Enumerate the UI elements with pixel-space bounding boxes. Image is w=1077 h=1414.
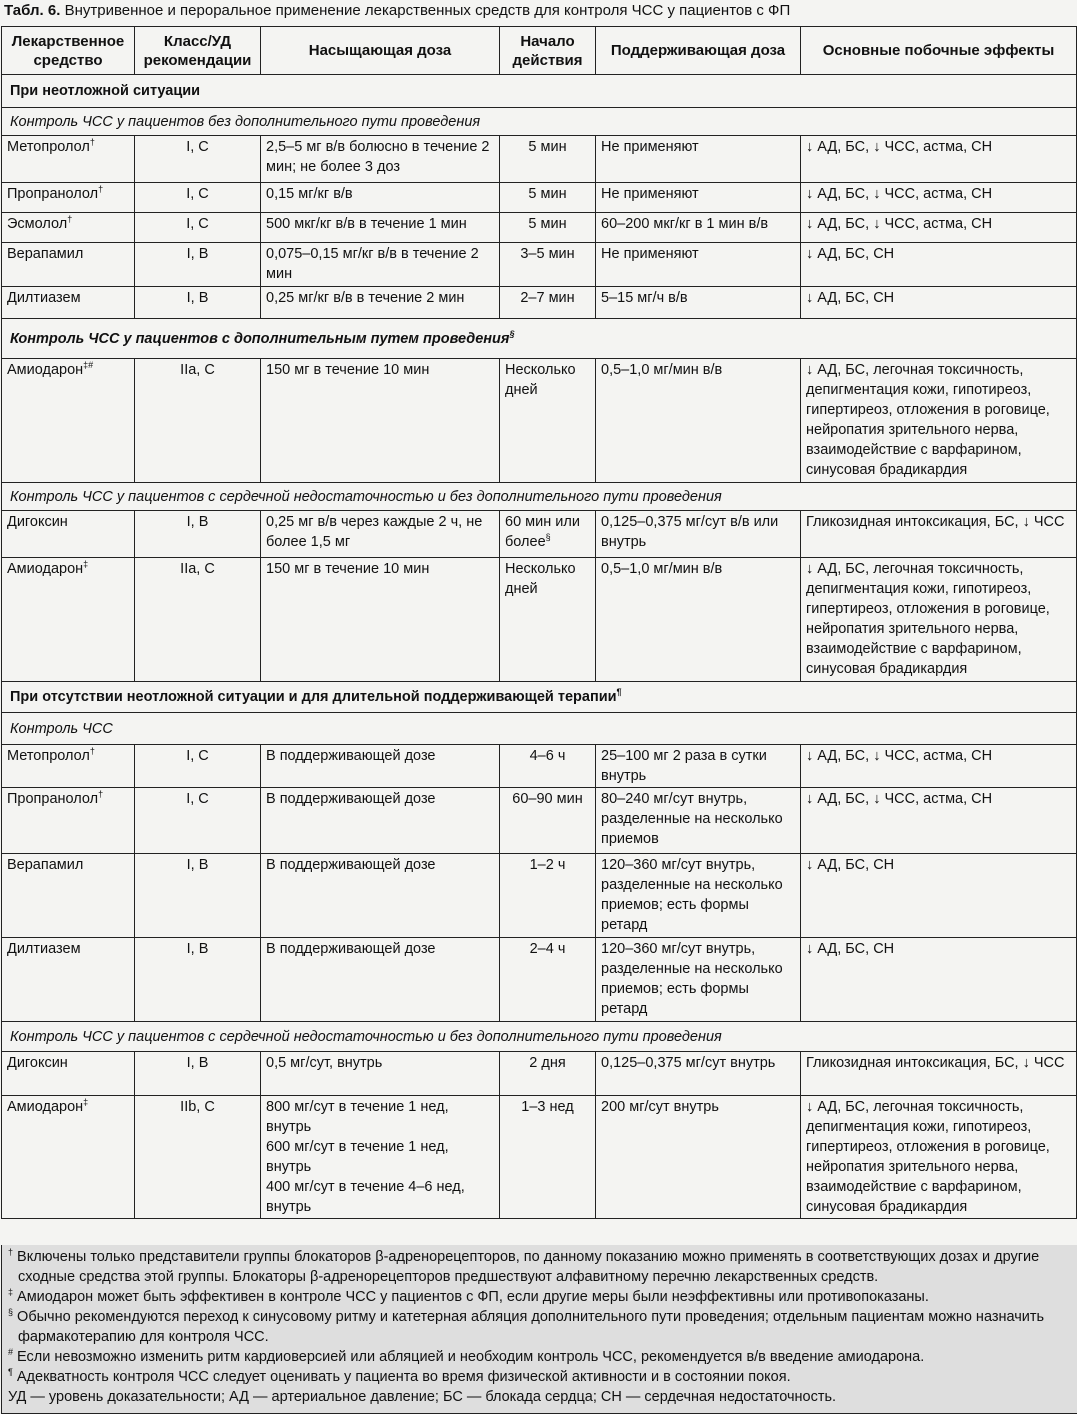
cell-drug [2, 788, 135, 854]
cell-side-effects: ↓ АД, БС, легочная токсичность, депигментация кожи, гипотиреоз, гипертиреоз, отложения в роговице, нейропатия зрительного нерва, взаимодействие с варфарином, синусовая брадикардия [801, 1096, 1077, 1219]
footnote-mark: † [98, 184, 104, 195]
cell-drug [2, 136, 135, 183]
cell-side-effects: ↓ АД, БС, легочная токсичность, депигментация кожи, гипотиреоз, гипертиреоз, отложения в роговице, нейропатия зрительного нерва, взаимодействие с варфарином, синусовая брадикардия [801, 558, 1077, 682]
col-header-side-effects: Основные побочные эффекты [801, 27, 1077, 75]
drug-name: Дигоксин [7, 1055, 68, 1071]
table-row [2, 511, 1077, 558]
drug-name: Метопролол [7, 748, 90, 764]
section-chronic [2, 682, 1077, 713]
cell-loading-dose: В поддерживающей дозе [261, 854, 500, 938]
table-row [2, 213, 1077, 243]
cell-drug [2, 854, 135, 938]
cell-class: I, B [135, 511, 261, 558]
col-header-drug: Лекарственное средство [2, 27, 135, 75]
caption-label: Табл. 6. [4, 2, 61, 19]
footnote-mark: † [67, 214, 73, 225]
cell-onset: 3–5 мин [500, 243, 596, 287]
cell-maintenance-dose: 0,125–0,375 мг/сут в/в или внутрь [596, 511, 801, 558]
footnote [8, 1367, 1071, 1387]
footnote-mark: ‡ [83, 559, 89, 570]
cell-onset: Несколько дней [500, 359, 596, 483]
drug-name: Дигоксин [7, 514, 68, 530]
footnote-mark: § [8, 1307, 14, 1318]
cell-loading-dose: 0,075–0,15 мг/кг в/в в течение 2 мин [261, 243, 500, 287]
drug-name: Эсмолол [7, 216, 68, 232]
cell-drug [2, 558, 135, 682]
table-row [2, 938, 1077, 1022]
cell-loading-dose: В поддерживающей дозе [261, 745, 500, 788]
subsection-chronic-2: Контроль ЧСС у пациентов с сердечной недостаточностью и без дополнительного пути проведения [2, 1022, 1077, 1052]
footnote-mark: § [545, 532, 551, 543]
cell-class: I, B [135, 243, 261, 287]
footnote-mark: # [8, 1347, 14, 1358]
footnote-mark: ‡ [83, 1097, 89, 1108]
footnote [8, 1247, 1071, 1287]
drug-name: Амиодарон [7, 1099, 84, 1115]
cell-onset: 1–2 ч [500, 854, 596, 938]
table-caption [4, 0, 1074, 26]
footnote-mark: ‡ [8, 1287, 14, 1298]
cell-side-effects: ↓ АД, БС, СН [801, 938, 1077, 1022]
cell-drug [2, 213, 135, 243]
col-header-onset: Начало действия [500, 27, 596, 75]
cell-side-effects: ↓ АД, БС, СН [801, 854, 1077, 938]
cell-drug [2, 287, 135, 319]
table-row [2, 854, 1077, 938]
subsection-urgent-1: Контроль ЧСС у пациентов без дополнительного пути проведения [2, 108, 1077, 136]
table-row [2, 1052, 1077, 1096]
cell-class: IIb, C [135, 1096, 261, 1219]
dosage-table [1, 26, 1077, 1219]
subsection-urgent-3: Контроль ЧСС у пациентов с сердечной недостаточностью и без дополнительного пути проведения [2, 483, 1077, 511]
cell-maintenance-dose: 120–360 мг/сут внутрь, разделенные на несколько приемов; есть формы ретард [596, 938, 801, 1022]
cell-side-effects: ↓ АД, БС, ↓ ЧСС, астма, СН [801, 213, 1077, 243]
cell-onset: 2–4 ч [500, 938, 596, 1022]
drug-name: Дилтиазем [7, 941, 81, 957]
cell-class: IIa, C [135, 558, 261, 682]
cell-drug [2, 243, 135, 287]
drug-name: Верапамил [7, 246, 84, 262]
cell-loading-dose: В поддерживающей дозе [261, 938, 500, 1022]
table-row [2, 243, 1077, 287]
footnote-mark: ¶ [616, 687, 622, 698]
subsection-row [2, 1022, 1077, 1052]
table-row [2, 136, 1077, 183]
cell-onset: 1–3 нед [500, 1096, 596, 1219]
cell-maintenance-dose: 200 мг/сут внутрь [596, 1096, 801, 1219]
footnote [8, 1307, 1071, 1347]
cell-maintenance-dose: Не применяют [596, 243, 801, 287]
footnote [8, 1287, 1071, 1307]
cell-loading-dose: 150 мг в течение 10 мин [261, 558, 500, 682]
dose-line: 600 мг/сут в течение 1 нед, внутрь [266, 1139, 449, 1175]
table-row [2, 745, 1077, 788]
subsection-row [2, 483, 1077, 511]
footnote-mark: § [509, 328, 515, 339]
col-header-class: Класс/УД рекомендации [135, 27, 261, 75]
cell-onset: Несколько дней [500, 558, 596, 682]
section-chronic-text: При отсутствии неотложной ситуации и для длительной поддерживающей терапии [10, 689, 617, 705]
cell-class: I, B [135, 1052, 261, 1096]
cell-class: I, B [135, 854, 261, 938]
cell-drug [2, 183, 135, 213]
cell-side-effects: Гликозидная интоксикация, БС, ↓ ЧСС [801, 511, 1077, 558]
subsection-urgent-2 [2, 319, 1077, 359]
cell-loading-dose [261, 1096, 500, 1219]
cell-onset: 60–90 мин [500, 788, 596, 854]
footnotes [1, 1245, 1077, 1414]
subsection-row [2, 108, 1077, 136]
footnote-text: Обычно рекомендуются переход к синусовому ритму и катетерная абляция дополнительного пути проведения; отдельным пациентам можно назначить фармакотерапию для контроля ЧСС. [13, 1309, 1045, 1345]
cell-class: I, C [135, 136, 261, 183]
cell-side-effects: Гликозидная интоксикация, БС, ↓ ЧСС [801, 1052, 1077, 1096]
caption-text: Внутривенное и пероральное применение лекарственных средств для контроля ЧСС у пациентов с ФП [60, 2, 791, 19]
footnote-text: Включены только представители группы блокаторов β-адренорецепторов, по данному показанию можно применять в соответствующих дозах и другие сходные средства этой группы. Блокаторы β-адренорецепторов предшествуют алфавитному перечню лекарственных средств. [13, 1249, 1040, 1285]
drug-name: Пропранолол [7, 186, 99, 202]
table-row [2, 287, 1077, 319]
cell-maintenance-dose: 5–15 мг/ч в/в [596, 287, 801, 319]
subsection-row [2, 713, 1077, 745]
cell-loading-dose: 500 мкг/кг в/в в течение 1 мин [261, 213, 500, 243]
drug-name: Верапамил [7, 857, 84, 873]
footnote-mark: ¶ [8, 1367, 13, 1378]
drug-name: Амиодарон [7, 362, 84, 378]
cell-maintenance-dose: 60–200 мкг/кг в 1 мин в/в [596, 213, 801, 243]
table-row [2, 183, 1077, 213]
cell-drug [2, 938, 135, 1022]
onset-value: 60 мин или более [505, 514, 580, 550]
cell-maintenance-dose: 25–100 мг 2 раза в сутки внутрь [596, 745, 801, 788]
cell-onset: 5 мин [500, 136, 596, 183]
footnote-mark: † [89, 137, 95, 148]
footnote-text: Адекватность контроля ЧСС следует оценивать у пациента во время физической активности и в состоянии покоя. [12, 1369, 791, 1385]
abbreviations: УД — уровень доказательности; АД — артериальное давление; БС — блокада сердца; СН — сердечная недостаточность. [8, 1389, 837, 1405]
cell-maintenance-dose: 0,5–1,0 мг/мин в/в [596, 359, 801, 483]
col-header-maintenance-dose: Поддерживающая доза [596, 27, 801, 75]
drug-name: Метопролол [7, 139, 90, 155]
footnote-text: Амиодарон может быть эффективен в контроле ЧСС у пациентов с ФП, если другие меры были неэффективны или противопоказаны. [13, 1289, 929, 1305]
cell-onset: 5 мин [500, 213, 596, 243]
cell-drug [2, 1096, 135, 1219]
dose-line: 400 мг/сут в течение 4–6 нед, внутрь [266, 1179, 465, 1215]
cell-maintenance-dose: 0,5–1,0 мг/мин в/в [596, 558, 801, 682]
cell-class: I, C [135, 213, 261, 243]
cell-loading-dose: 0,25 мг/кг в/в в течение 2 мин [261, 287, 500, 319]
section-row [2, 75, 1077, 108]
header-row [2, 27, 1077, 75]
cell-loading-dose: 2,5–5 мг в/в болюсно в течение 2 мин; не более 3 доз [261, 136, 500, 183]
cell-class: I, B [135, 287, 261, 319]
section-urgent: При неотложной ситуации [2, 75, 1077, 108]
cell-loading-dose: В поддерживающей дозе [261, 788, 500, 854]
cell-drug [2, 1052, 135, 1096]
drug-name: Дилтиазем [7, 290, 81, 306]
cell-class: I, B [135, 938, 261, 1022]
table-row [2, 558, 1077, 682]
footnote-mark: † [98, 789, 104, 800]
cell-side-effects: ↓ АД, БС, ↓ ЧСС, астма, СН [801, 136, 1077, 183]
cell-side-effects: ↓ АД, БС, легочная токсичность, депигментация кожи, гипотиреоз, гипертиреоз, отложения в роговице, нейропатия зрительного нерва, взаимодействие с варфарином, синусовая брадикардия [801, 359, 1077, 483]
cell-side-effects: ↓ АД, БС, ↓ ЧСС, астма, СН [801, 788, 1077, 854]
cell-drug [2, 359, 135, 483]
cell-class: I, C [135, 745, 261, 788]
cell-onset: 5 мин [500, 183, 596, 213]
cell-onset: 4–6 ч [500, 745, 596, 788]
col-header-loading-dose: Насыщающая доза [261, 27, 500, 75]
cell-side-effects: ↓ АД, БС, СН [801, 243, 1077, 287]
cell-loading-dose: 0,15 мг/кг в/в [261, 183, 500, 213]
cell-drug [2, 745, 135, 788]
footnote-text: Если невозможно изменить ритм кардиоверсией или абляцией и необходим контроль ЧСС, рекомендуется в/в введение амиодарона. [13, 1349, 925, 1365]
cell-class: I, C [135, 788, 261, 854]
footnote [8, 1347, 1071, 1367]
section-row [2, 682, 1077, 713]
footnote-mark: † [8, 1247, 14, 1258]
table-row [2, 788, 1077, 854]
cell-onset: 2–7 мин [500, 287, 596, 319]
table-row [2, 359, 1077, 483]
cell-onset [500, 511, 596, 558]
subsection-row [2, 319, 1077, 359]
footnote-mark: ‡# [83, 360, 94, 371]
cell-onset: 2 дня [500, 1052, 596, 1096]
cell-loading-dose: 150 мг в течение 10 мин [261, 359, 500, 483]
drug-name: Пропранолол [7, 791, 99, 807]
cell-drug [2, 511, 135, 558]
cell-loading-dose: 0,25 мг в/в через каждые 2 ч, не более 1,5 мг [261, 511, 500, 558]
dose-line: 800 мг/сут в течение 1 нед, внутрь [266, 1099, 449, 1135]
subsection-chronic-1: Контроль ЧСС [2, 713, 1077, 745]
cell-maintenance-dose: Не применяют [596, 183, 801, 213]
table-row [2, 1096, 1077, 1219]
cell-class: I, C [135, 183, 261, 213]
cell-loading-dose: 0,5 мг/сут, внутрь [261, 1052, 500, 1096]
subsection-urgent-2-text: Контроль ЧСС у пациентов с дополнительным путем проведения [10, 330, 510, 347]
drug-name: Амиодарон [7, 561, 84, 577]
cell-side-effects: ↓ АД, БС, ↓ ЧСС, астма, СН [801, 745, 1077, 788]
cell-maintenance-dose: 120–360 мг/сут внутрь, разделенные на несколько приемов; есть формы ретард [596, 854, 801, 938]
cell-class: IIa, C [135, 359, 261, 483]
cell-side-effects: ↓ АД, БС, СН [801, 287, 1077, 319]
cell-side-effects: ↓ АД, БС, ↓ ЧСС, астма, СН [801, 183, 1077, 213]
cell-maintenance-dose: 80–240 мг/сут внутрь, разделенные на несколько приемов [596, 788, 801, 854]
cell-maintenance-dose: 0,125–0,375 мг/сут внутрь [596, 1052, 801, 1096]
footnote-mark: † [89, 746, 95, 757]
cell-maintenance-dose: Не применяют [596, 136, 801, 183]
